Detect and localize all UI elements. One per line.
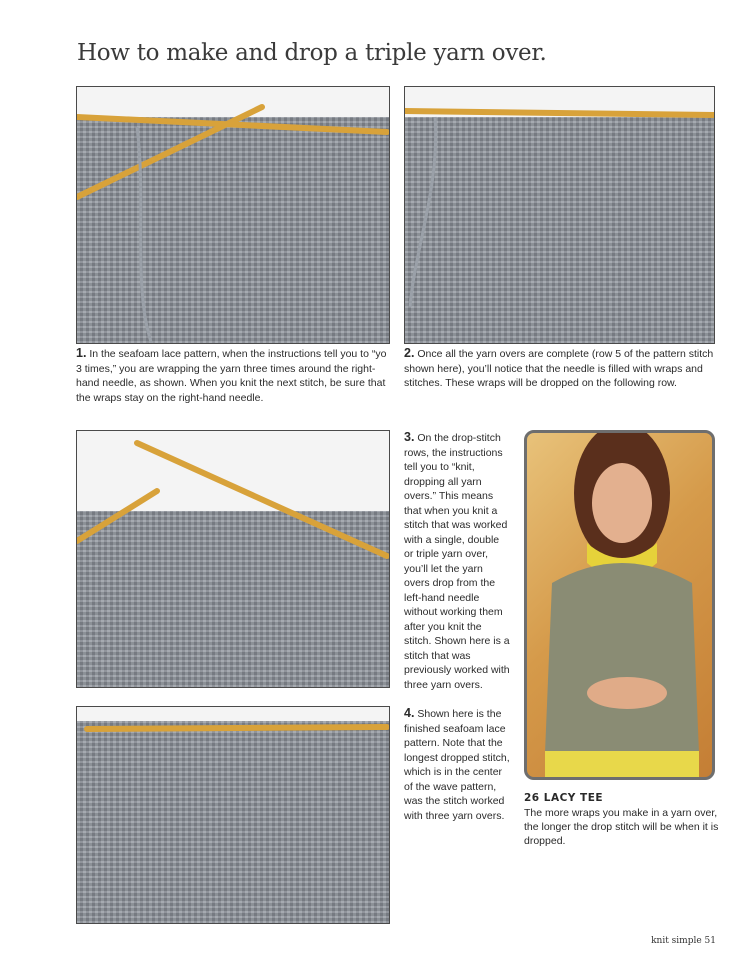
lacy-tee-photo xyxy=(524,430,715,780)
step-4-photo xyxy=(76,706,390,924)
knitting-needle-illustration xyxy=(77,87,390,344)
feature-label: 26 LACY TEE xyxy=(524,792,604,804)
page-footer: knit simple 51 xyxy=(651,936,716,946)
step-3-caption: 3. On the drop-stitch rows, the instructions tell you to “knit, dropping all yarn overs.” This means that when you knit a stitch that was worked with a single, double or triple yarn over, you’ll let the yarn overs drop from the left-hand needle without working them after you knit the stitch. Shown here is a stitch that was previously worked with three yarn overs. xyxy=(404,430,510,691)
model-wearing-tee-illustration xyxy=(527,433,712,777)
knitting-needle-illustration xyxy=(405,87,715,344)
step-1-photo xyxy=(76,86,390,344)
step-3-photo xyxy=(76,430,390,688)
knitting-needle-illustration xyxy=(77,431,390,688)
step-2-caption: 2. Once all the yarn overs are complete (row 5 of the pattern stitch shown here), you’ll notice that the needle is filled with wraps and stitches. These wraps will be dropped on the following row. xyxy=(404,346,714,389)
knitting-needle-illustration xyxy=(77,707,390,924)
step-2-photo xyxy=(404,86,715,344)
feature-caption: The more wraps you make in a yarn over, the longer the drop stitch will be when it is dropped. xyxy=(524,807,719,847)
step-1-caption: 1. In the seafoam lace pattern, when the instructions tell you to “yo 3 times,” you are wrapping the yarn three times around the right-hand needle, as shown. When you knit the next stitch, be sure that the wraps stay on the right-hand needle. xyxy=(76,346,387,404)
page-title: How to make and drop a triple yarn over. xyxy=(77,40,547,66)
step-4-caption: 4. Shown here is the finished seafoam lace pattern. Note that the longest dropped stitch, which is in the center of the wave pattern, was the stitch worked with three yarn overs. xyxy=(404,706,510,822)
